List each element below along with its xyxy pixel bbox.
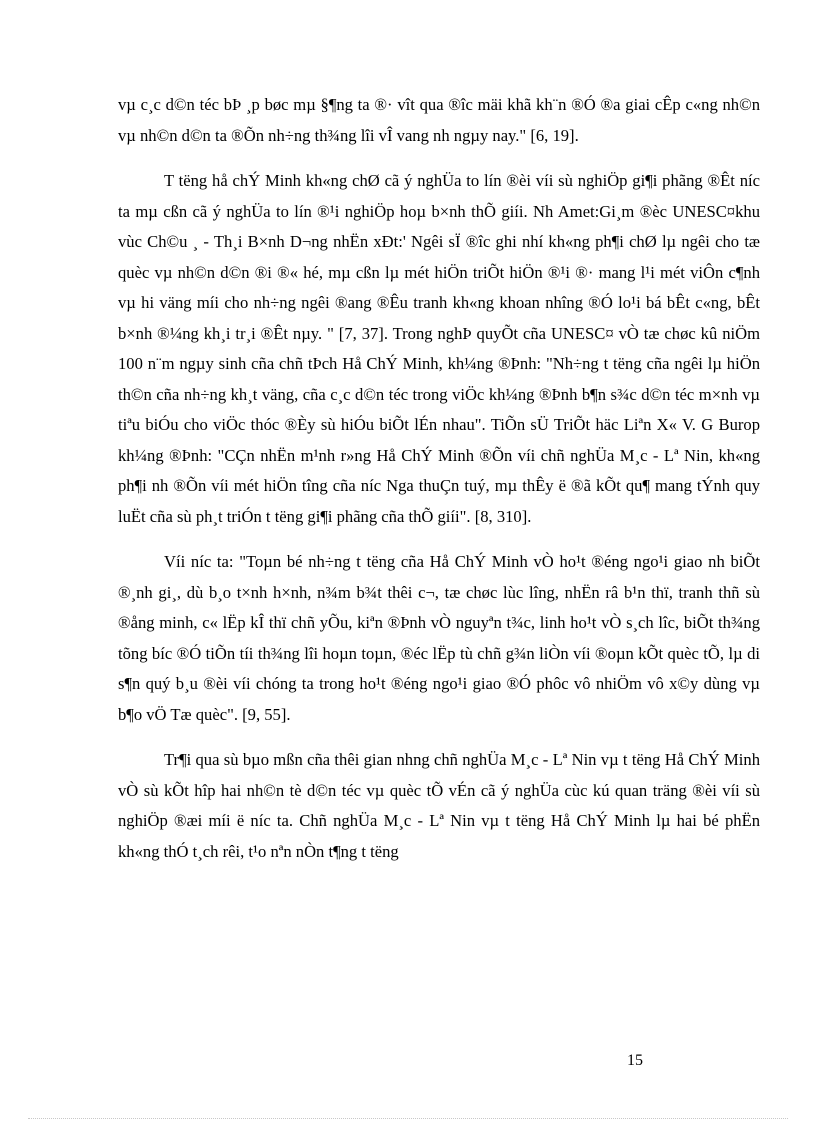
paragraph-2: T tëng hå chÝ Minh kh«ng chØ cã ý nghÜa to lín ®èi víi sù nghiÖp gi¶i phãng ®Êt níc ta mµ cßn cã ý nghÜa to lín ®¹i nghiÖp hoµ b×nh thÕ giíi. Nh Amet:Gi¸m ®èc UNESC¤khu vùc Ch©u ¸ - Th¸i B×nh D¬ng nhËn xÐt:' Ngêi sÏ ®îc ghi nhí kh«ng ph¶i chØ lµ ngêi cho tæ quèc vµ nh©n d©n ®i ®« hé, mµ cßn lµ mét hiÖn triÕt hiÖn ®¹i ®· mang l¹i mét viÔn c¶nh vµ hi väng míi cho nh÷ng ngêi ®ang ®Êu tranh kh«ng khoan nhîng ®Ó lo¹i bá bÊt c«ng, bÊt b×nh ®¼ng kh¸i tr¸i ®Êt nµy. " [7, 37]. Trong nghÞ quyÕt cña UNESC¤ vÒ tæ chøc kû niÖm 100 n¨m ngµy sinh cña chñ tÞch Hå ChÝ Minh, kh¼ng ®Þnh: "Nh÷ng t tëng cña ngêi lµ hiÖn th©n cña nh÷ng kh¸t väng, cña c¸c d©n téc trong viÖc kh¼ng ®Þnh b¶n s¾c d©n téc m×nh vµ tiªu biÓu cho viÖc thóc ®Èy sù hiÓu biÕt lÉn nhau". TiÕn sÜ TriÕt häc Liªn X« V. G Burop kh¼ng ®Þnh: "CÇn nhËn m¹nh r»ng Hå ChÝ Minh ®Õn víi chñ nghÜa M¸c - Lª Nin, kh«ng ph¶i nh ®Õn víi mét hiÖn tîng cña níc Nga thuÇn tuý, mµ thÊy ë ®ã kÕt qu¶ mang tÝnh quy luËt cña sù ph¸t triÓn t tëng gi¶i phãng cña thÕ giíi". [8, 310]. [118,171,760,526]
body-text [118,90,760,882]
page-bottom-divider [28,1118,788,1119]
paragraph-4: Tr¶i qua sù bµo mßn cña thêi gian nhng chñ nghÜa M¸c - Lª Nin vµ t tëng Hå ChÝ Minh vÒ sù kÕt hîp hai nh©n tè d©n téc vµ quèc tÕ vÉn cã ý nghÜa cùc kú quan träng ®èi víi sù nghiÖp ®æi míi ë níc ta. Chñ nghÜa M¸c - Lª Nin vµ t tëng Hå ChÝ Minh lµ hai bé phËn kh«ng thÓ t¸ch rêi, t¹o nªn nÒn t¶ng t tëng [118,750,760,861]
paragraph-3: Víi níc ta: "Toµn bé nh÷ng t tëng cña Hå ChÝ Minh vÒ ho¹t ®éng ngo¹i giao nh biÕt ®¸nh gi¸, dù b¸o t×nh h×nh, n¾m b¾t thêi c¬, tæ chøc lùc lîng, nhËn râ b¹n thï, tranh thñ sù ®ång minh, c« lËp kÎ thï chñ yÕu, kiªn ®Þnh vÒ nguyªn t¾c, linh ho¹t vÒ s¸ch lîc, biÕt th¾ng tõng bíc ®Ó tiÕn tíi th¾ng lîi hoµn toµn, ®éc lËp tù chñ g¾n liÒn víi ®oµn kÕt quèc tÕ, lµ di s¶n quý b¸u ®èi víi chóng ta trong ho¹t ®éng ngo¹i giao ®Ó phôc vô nhiÖm vô x©y dùng vµ b¶o vÖ Tæ quèc". [9, 55]. [118,552,760,724]
page-number: 15 [627,1052,643,1069]
paragraph-1: vµ c¸c d©n téc bÞ ¸p bøc mµ §¶ng ta ®· vît qua ®îc mäi khã kh¨n ®Ó ®a giai cÊp c«ng nh©n vµ nh©n d©n ta ®Õn nh÷ng th¾ng lîi vÎ vang nh ngµy nay." [6, 19]. [118,95,760,145]
